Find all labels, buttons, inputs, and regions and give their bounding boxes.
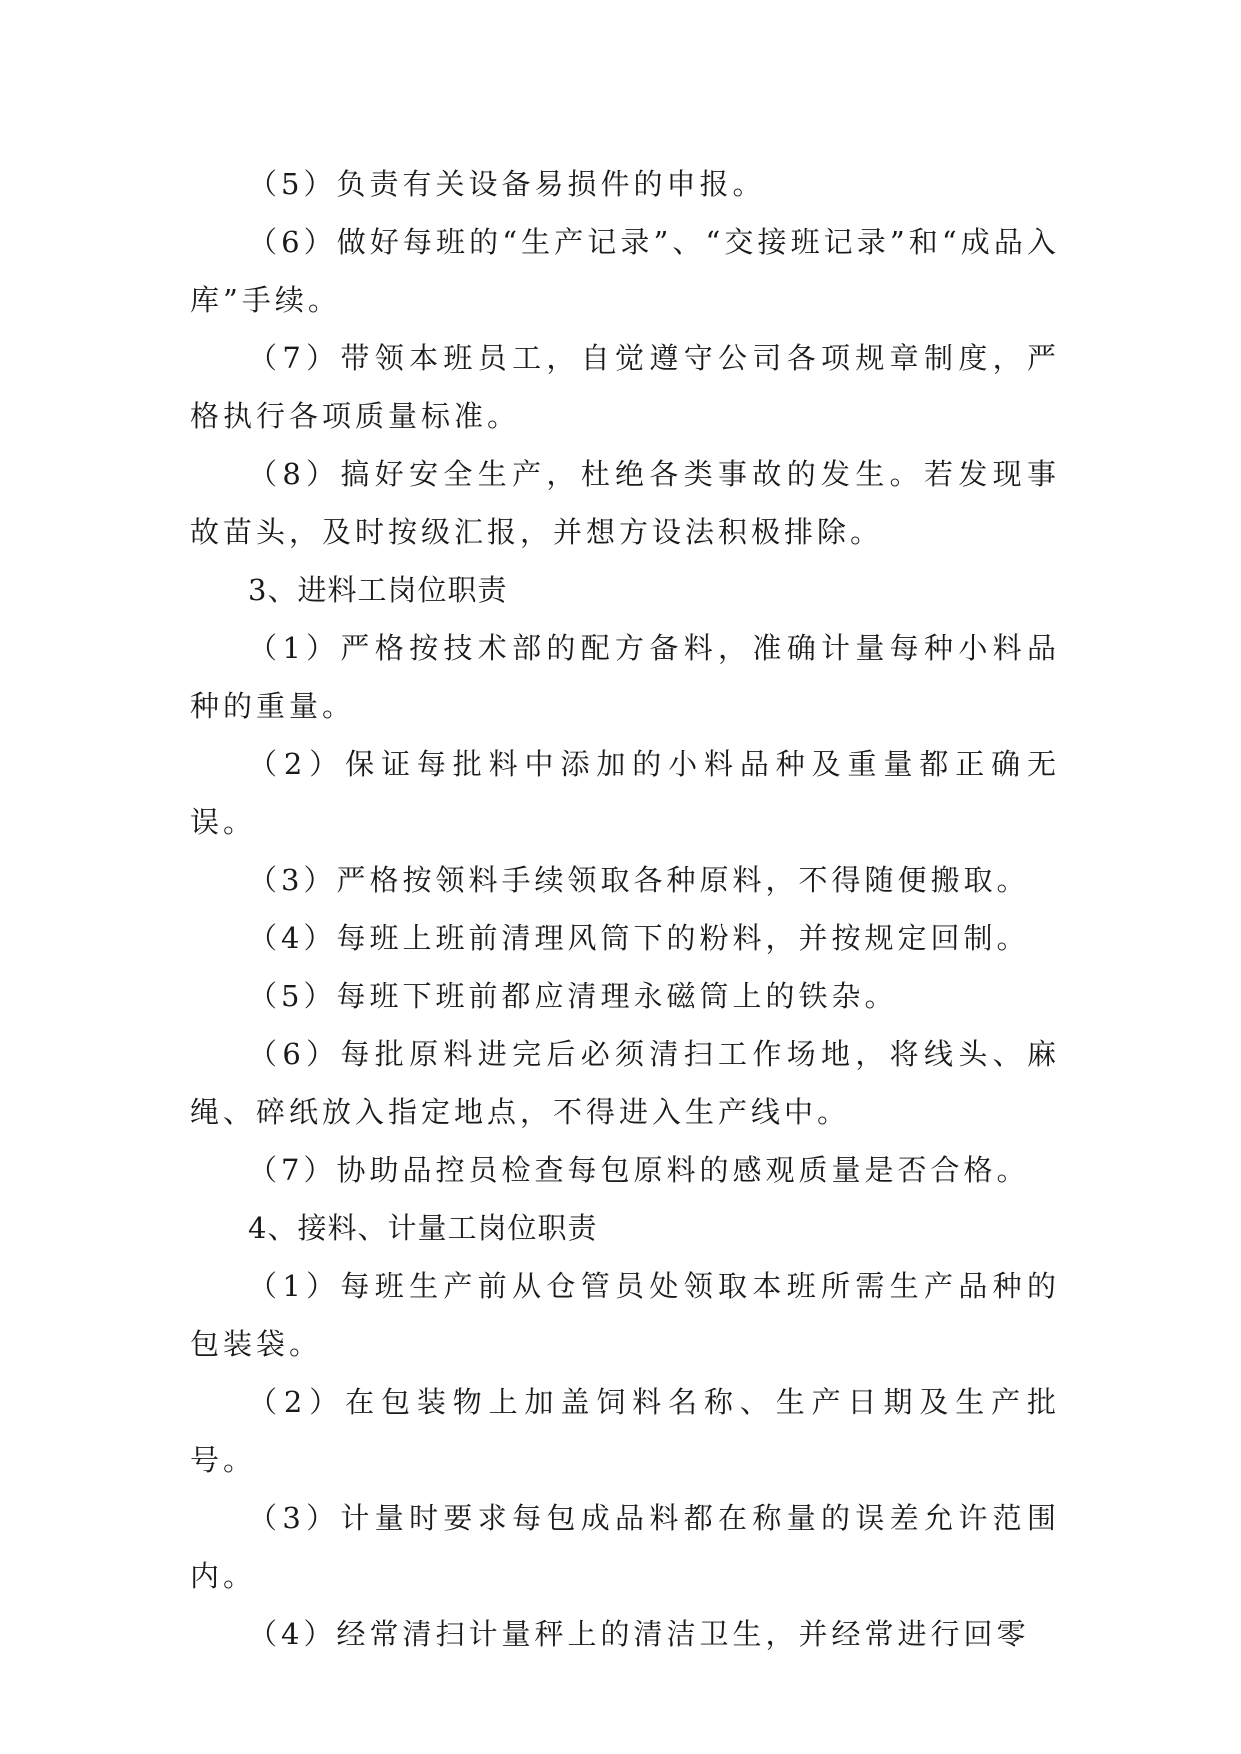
paragraph: （5）负责有关设备易损件的申报。 — [248, 167, 766, 201]
paragraph: （7）协助品控员检查每包原料的感观质量是否合格。 — [248, 1153, 1030, 1187]
paragraph: （6）每批原料进完后必须清扫工作场地，将线头、麻绳、碎纸放入指定地点，不得进入生产线中。 — [190, 1037, 1060, 1129]
paragraph: （4）每班上班前清理风筒下的粉料，并按规定回制。 — [248, 921, 1030, 955]
section-heading: 4、接料、计量工岗位职责 — [248, 1211, 598, 1245]
paragraph: （8）搞好安全生产，杜绝各类事故的发生。若发现事故苗头，及时按级汇报，并想方设法积极排除。 — [190, 457, 1060, 549]
paragraph: （1）严格按技术部的配方备料，准确计量每种小料品种的重量。 — [190, 631, 1060, 723]
paragraph: （3）严格按领料手续领取各种原料，不得随便搬取。 — [248, 863, 1030, 897]
paragraph: （7）带领本班员工，自觉遵守公司各项规章制度，严格执行各项质量标准。 — [190, 341, 1060, 433]
paragraph: （3）计量时要求每包成品料都在称量的误差允许范围内。 — [190, 1501, 1060, 1593]
paragraph: （4）经常清扫计量秤上的清洁卫生，并经常进行回零 — [248, 1617, 1030, 1651]
section-heading: 3、进料工岗位职责 — [248, 573, 508, 607]
document-body — [190, 155, 1060, 1663]
paragraph: （6）做好每班的“生产记录”、“交接班记录”和“成品入库”手续。 — [190, 225, 1060, 317]
paragraph: （2）在包装物上加盖饲料名称、生产日期及生产批号。 — [190, 1385, 1060, 1477]
paragraph: （5）每班下班前都应清理永磁筒上的铁杂。 — [248, 979, 898, 1013]
paragraph: （1）每班生产前从仓管员处领取本班所需生产品种的包装袋。 — [190, 1269, 1060, 1361]
paragraph: （2）保证每批料中添加的小料品种及重量都正确无误。 — [190, 747, 1060, 839]
